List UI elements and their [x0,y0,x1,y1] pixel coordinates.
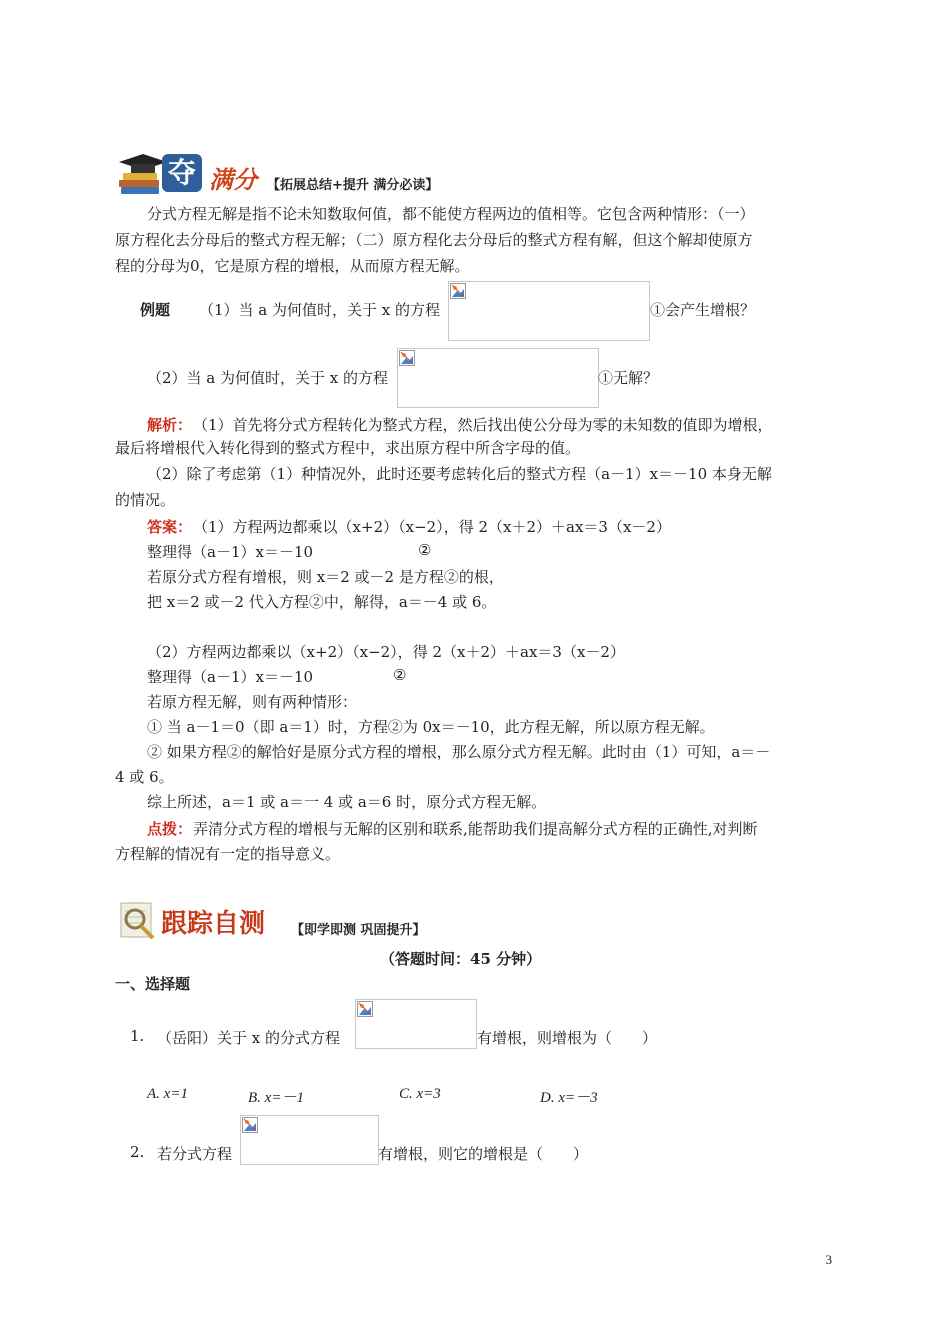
answer-b2: 整理得（a－1）x＝－10 [147,668,314,686]
answer-b1: （2）方程两边都乘以（x+2）（x−2），得 2（x＋2）＋ax＝3（x－2） [147,643,625,661]
banner-tag: 【拓展总结+提升 满分必读】 [267,178,439,193]
analysis-line-2: 最后将增根代入转化得到的整式方程中，求出原方程中所含字母的值。 [115,439,581,457]
example-q1-suffix: ①会产生增根？ [650,301,756,319]
answer-time: （答题时间：45 分钟） [380,950,542,968]
q2-suffix: 有增根，则它的增根是（ ） [378,1145,589,1163]
tip-label: 点拨： [147,820,193,838]
answer-a2-mark: ② [418,541,432,559]
example-q1-text: （1）当 a 为何值时，关于 x 的方程 [199,301,441,319]
q1-option-d: D. x=－3 [540,1090,598,1106]
answer-b7: 综上所述，a＝1 或 a＝一 4 或 a＝6 时，原分式方程无解。 [147,793,547,811]
intro-line-1: 分式方程无解是指不论未知数取何值，都不能使方程两边的值相等。它包含两种情形：（一） [147,205,755,223]
intro-line-3: 程的分母为0，它是原方程的增根，从而原方程无解。 [115,257,470,275]
part-title: 一、选择题 [115,975,191,993]
answer-a1: （1）方程两边都乘以（x+2）（x−2），得 2（x＋2）＋ax＝3（x－2） [193,518,671,536]
analysis-line-4: 的情况。 [115,491,176,509]
answer-b6: 4 或 6。 [115,768,174,786]
equation-image-2 [397,348,599,408]
analysis-label: 解析： [147,416,193,434]
banner-title: 满分 [209,166,257,194]
equation-image-3 [355,999,477,1049]
banner-char-badge: 夺 [162,154,202,192]
answer-b2-mark: ② [393,666,407,684]
answer-b4: ① 当 a－1＝0（即 a＝1）时，方程②为 0x＝－10，此方程无解，所以原方程无解。 [147,718,715,736]
q2-number: 2. [130,1143,145,1161]
answer-a2: 整理得（a－1）x＝－10 [147,543,314,561]
tip-line-1: 弄清分式方程的增根与无解的区别和联系,能帮助我们提高解分式方程的正确性,对判断 [193,820,758,838]
analysis-line-3: （2）除了考虑第（1）种情况外，此时还要考虑转化后的整式方程（a－1）x＝－10 本身无解 [147,465,772,483]
banner-maxscore [115,150,475,198]
q1-number: 1. [130,1027,145,1045]
broken-image-icon [357,1001,373,1017]
answer-label: 答案： [147,518,193,536]
broken-image-icon [242,1117,258,1133]
broken-image-icon [450,283,466,299]
q2-text: 若分式方程 [157,1145,233,1163]
page-number: 3 [825,1252,832,1267]
answer-a4: 把 x＝2 或－2 代入方程②中，解得，a＝－4 或 6。 [147,593,497,611]
answer-b5: ② 如果方程②的解恰好是原分式方程的增根，那么原分式方程无解。此时由（1）可知，a＝－ [147,743,771,761]
equation-image-4 [240,1115,379,1165]
example-q2-text: （2）当 a 为何值时，关于 x 的方程 [147,369,389,387]
example-q2-suffix: ①无解？ [598,369,659,387]
broken-image-icon [399,350,415,366]
example-label: 例题 [140,301,171,319]
q1-text: （岳阳）关于 x 的分式方程 [157,1029,340,1047]
answer-a3: 若原分式方程有增根，则 x＝2 或－2 是方程②的根， [147,568,504,586]
magnifier-icon [115,897,159,941]
banner-selftest [115,897,515,943]
equation-image-1 [448,281,650,341]
banner-selftest-title: 跟踪自测 [161,909,266,939]
q1-suffix: 有增根，则增根为（ ） [477,1029,658,1047]
analysis-line-1: （1）首先将分式方程转化为整式方程，然后找出使公分母为零的未知数的值即为增根， [193,416,773,434]
tip-line-2: 方程解的情况有一定的指导意义。 [115,845,341,863]
answer-b3: 若原方程无解，则有两种情形： [147,693,358,711]
intro-line-2: 原方程化去分母后的整式方程无解；（二）原方程化去分母后的整式方程有解，但这个解却使原方 [115,231,753,249]
q1-option-c: C. x=3 [399,1086,441,1102]
q1-option-b: B. x=－1 [248,1090,304,1106]
q1-option-a: A. x=1 [147,1086,188,1102]
banner-selftest-tag: 【即学即测 巩固提升】 [291,923,426,938]
